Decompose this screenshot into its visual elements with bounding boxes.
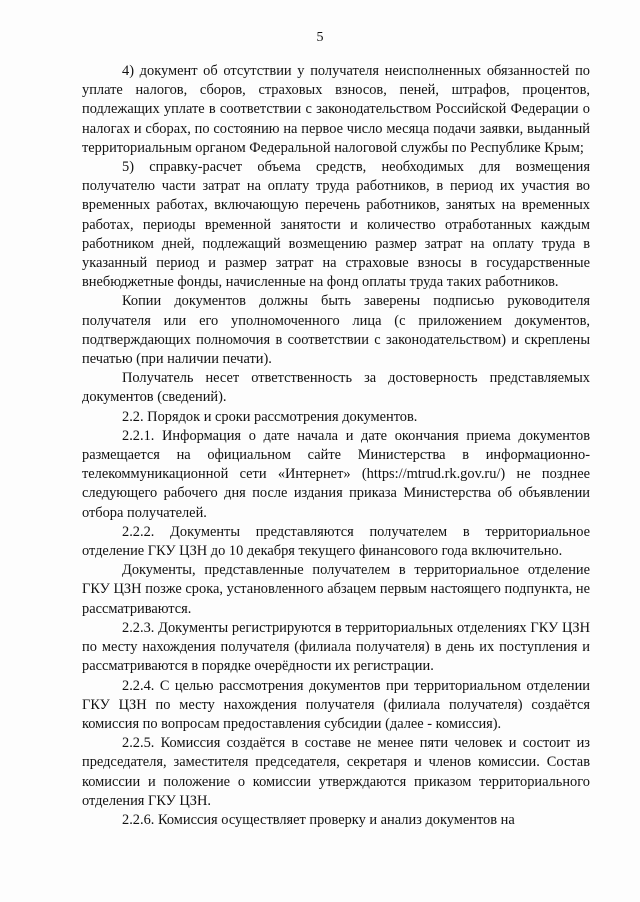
document-body [82,62,590,830]
paragraph: 2.2.2. Документы представляются получателем в территориальное отделение ГКУ ЦЗН до 10 декабря текущего финансового года включительно. [82,523,590,560]
paragraph: Документы, представленные получателем в территориальное отделение ГКУ ЦЗН позже срока, установленного абзацем первым настоящего подпункта, не рассматриваются. [82,562,590,617]
paragraph: 2.2.4. С целью рассмотрения документов при территориальном отделении ГКУ ЦЗН по месту нахождения получателя (филиала получателя) создаётся комиссия по вопросам предоставления субсидии (далее - комиссия). [82,677,590,732]
paragraph: Получатель несет ответственность за достоверность представляемых документов (сведений). [82,370,590,406]
page-number: 5 [316,30,324,45]
paragraph: 2.2.5. Комиссия создаётся в составе не менее пяти человек и состоит из председателя, заместителя председателя, секретаря и членов комиссии. Состав комиссии и положение о комиссии утверждаются приказом территориального отделения ГКУ ЦЗН. [82,735,590,809]
paragraph: 2.2.6. Комиссия осуществляет проверку и анализ документов на [122,811,515,828]
paragraph: 2.2. Порядок и сроки рассмотрения документов. [122,408,418,425]
paragraph: 2.2.1. Информация о дате начала и дате окончания приема документов размещается на официальном сайте Министерства в информационно-телекоммуникационной сети «Интернет» (https://mtrud.rk.gov.ru/) не позднее следующего рабочего дня после издания приказа Министерства об объявлении отбора получателей. [82,427,590,521]
paragraph: Копии документов должны быть заверены подписью руководителя получателя или его уполномоченного лица (с приложением документов, подтверждающих полномочия в соответствии с законодательством) и скреплены печатью (при наличии печати). [82,293,590,368]
paragraph: 4) документ об отсутствии у получателя неисполненных обязанностей по уплате налогов, сборов, страховых взносов, пеней, штрафов, процентов, подлежащих уплате в соответствии с законодательством Российской Федерации о налогах и сборах, по состоянию на первое число месяца подачи заявки, выданный территориальным органом Федеральной налоговой службы по Республике Крым; [82,63,590,156]
paragraph: 5) справку-расчет объема средств, необходимых для возмещения получателю части затрат на оплату труда работников, в период их участия во временных работах, включающую перечень работников, занятых на временных работах, периоды временной занятости и количество отработанных каждым работником дней, подлежащий возмещению размер затрат на оплату труда в указанный период и размер затрат на страховые взносы в государственные внебюджетные фонды, начисленные на фонд оплаты труда таких работников. [82,159,590,291]
paragraph: 2.2.3. Документы регистрируются в территориальных отделениях ГКУ ЦЗН по месту нахождения получателя (филиала получателя) в день их поступления и рассматриваются в порядке очерёдности их регистрации. [82,619,590,675]
